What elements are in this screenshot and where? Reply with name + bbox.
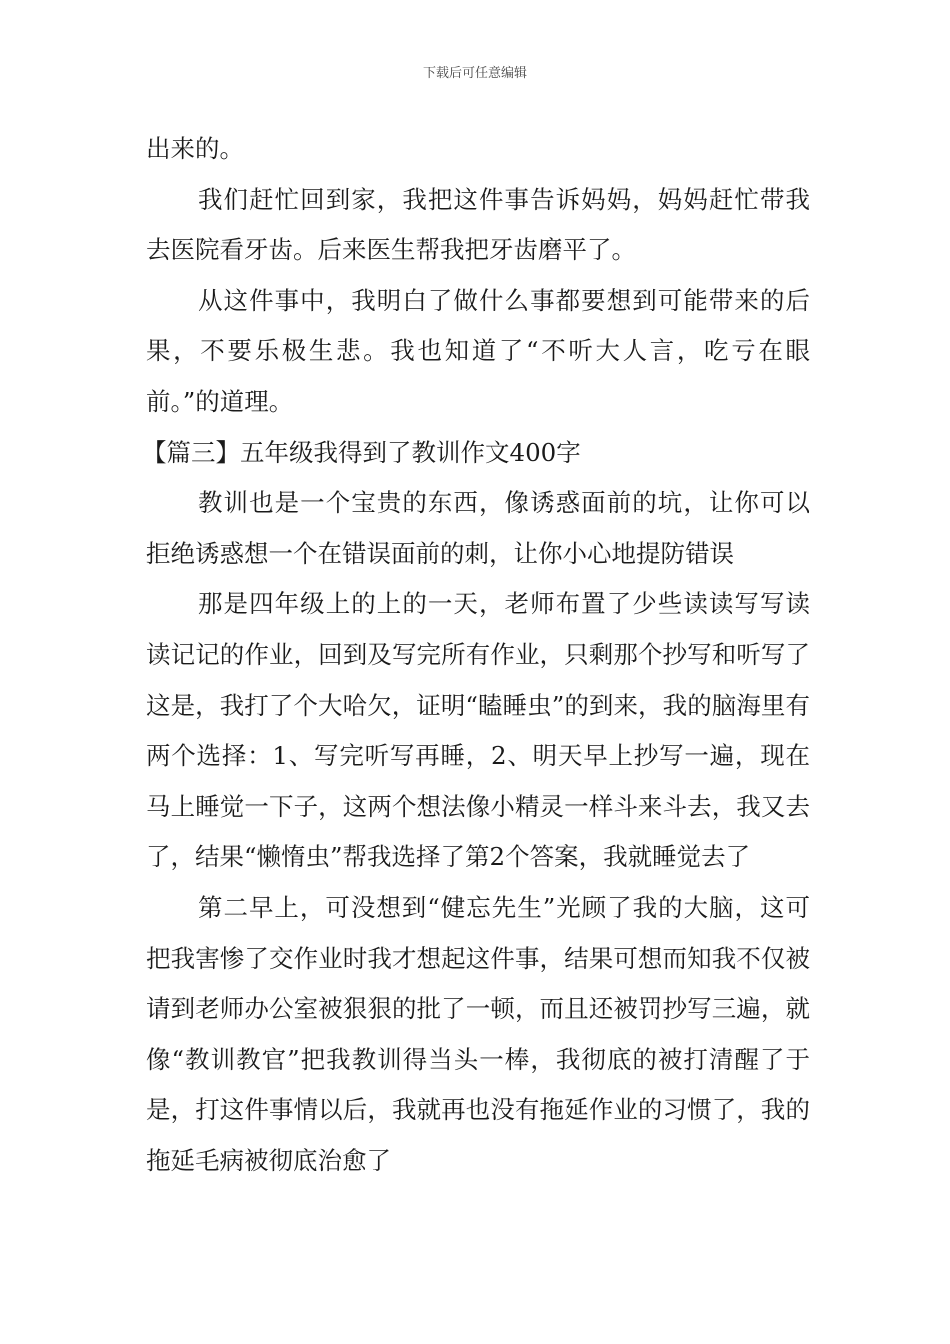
paragraph-continuation: 出来的。 <box>146 134 244 163</box>
section-heading: 【篇三】五年级我得到了教训作文400字 <box>142 437 581 467</box>
paragraph-lesson-value: 教训也是一个宝贵的东西，像诱惑面前的坑，让你可以拒绝诱惑想一个在错误面前的刺，让你小心地提防错误 <box>146 488 810 568</box>
paragraph-lesson-learned: 从这件事中，我明白了做什么事都要想到可能带来的后果，不要乐极生悲。我也知道了“不听大人言，吃亏在眼前。”的道理。 <box>146 285 810 416</box>
page-header: 下载后可任意编辑 <box>422 66 527 81</box>
paragraph-next-morning: 第二早上，可没想到“健忘先生”光顾了我的大脑，这可把我害惨了交作业时我才想起这件事，结果可想而知我不仅被请到老师办公室被狠狠的批了一顿，而且还被罚抄写三遍，就像“教训教官”把我教训得当头一棒，我彻底的被打清醒了于是，打这件事情以后，我就再也没有拖延作业的习惯了，我的拖延毛病被彻底治愈了 <box>146 892 810 1175</box>
paragraph-go-home: 我们赶忙回到家，我把这件事告诉妈妈，妈妈赶忙带我去医院看牙齿。后来医生帮我把牙齿磨平了。 <box>146 184 810 265</box>
paragraph-fourth-grade-day: 那是四年级上的上的一天，老师布置了少些读读写写读读记记的作业，回到及写完所有作业，只剩那个抄写和听写了这是，我打了个大哈欠，证明“瞌睡虫”的到来，我的脑海里有两个选择：1、写完听写再睡，2、明天早上抄写一遍，现在马上睡觉一下子，这两个想法像小精灵一样斗来斗去，我又去了，结果“懒惰虫”帮我选择了第2个答案，我就睡觉去了 <box>146 589 810 872</box>
document-body <box>142 124 810 1186</box>
